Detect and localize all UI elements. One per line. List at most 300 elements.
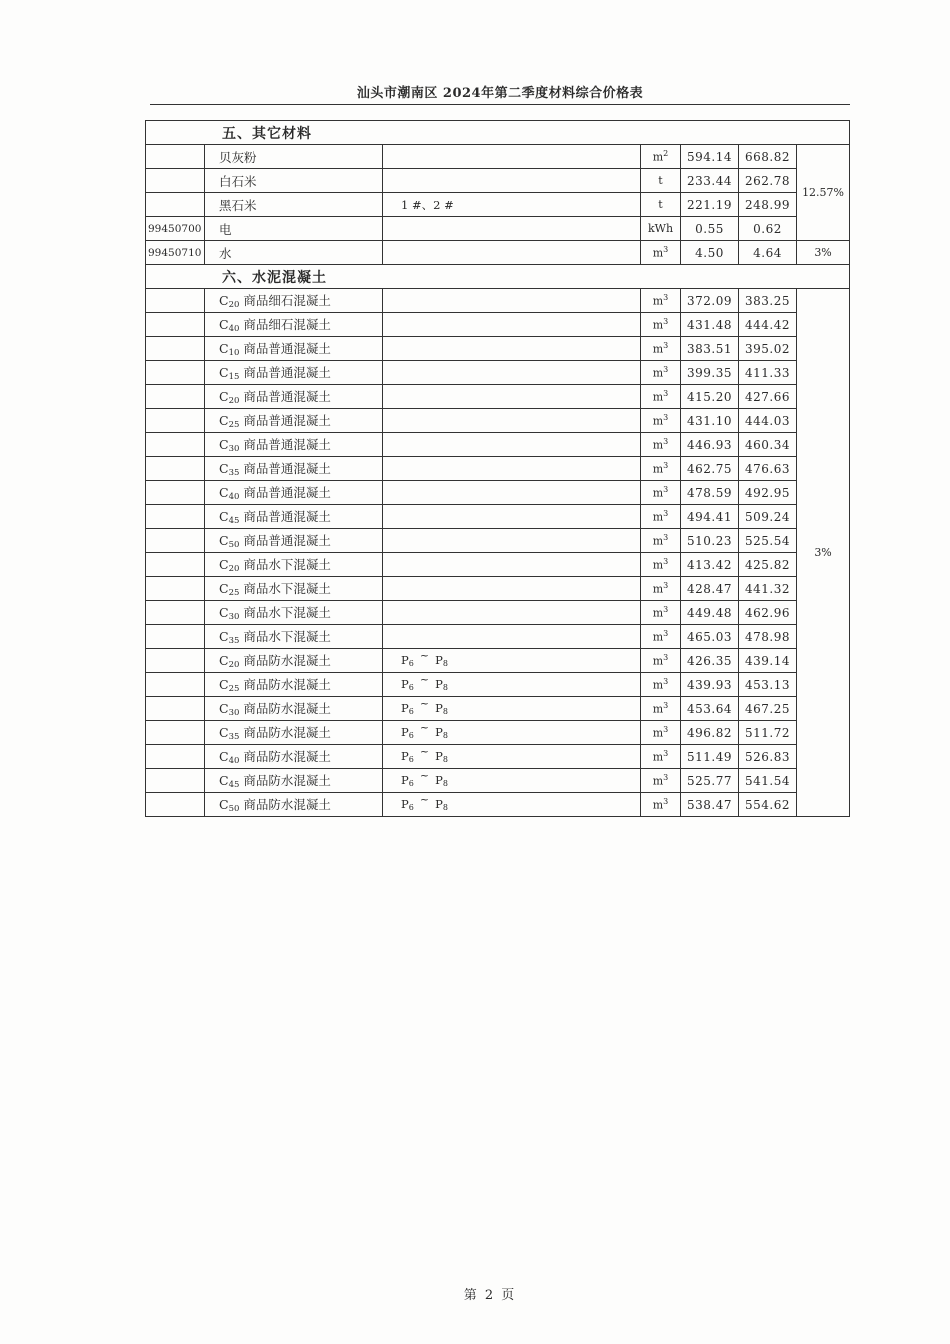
material-name-cell: 白石米 [205, 169, 383, 193]
unit-superscript: 3 [663, 749, 669, 759]
material-code-cell [146, 793, 205, 817]
section-title-concrete: 六、水泥混凝土 [146, 265, 850, 289]
tilde-glyph: ~ [419, 769, 430, 782]
material-code-cell [146, 745, 205, 769]
table-row [146, 577, 850, 601]
material-price-table [145, 120, 850, 817]
unit-cell [641, 673, 681, 697]
spec-subscript: 8 [442, 731, 448, 740]
material-name-cell: $C_{30}$ 商品水下混凝土 [205, 601, 383, 625]
material-name: 商品防水混凝土 [243, 701, 331, 716]
table-row [146, 433, 850, 457]
material-code-cell [146, 337, 205, 361]
price-ex-tax-cell: 426.35 [681, 649, 739, 673]
unit-cell [641, 481, 681, 505]
material-name-cell: $C_{50}$ 商品防水混凝土 [205, 793, 383, 817]
unit-text: m [652, 678, 664, 692]
unit-cell [641, 433, 681, 457]
price-ex-tax-cell: 415.20 [681, 385, 739, 409]
material-code-cell [146, 457, 205, 481]
price-in-tax-cell: 4.64 [739, 241, 797, 265]
spec-subscript: 6 [408, 755, 414, 764]
unit-cell [641, 145, 681, 169]
spec-cell: $P_6\sim$ $P_8$ [383, 769, 641, 793]
spec-cell [383, 433, 641, 457]
material-name: 商品普通混凝土 [243, 365, 331, 380]
price-ex-tax-cell: 462.75 [681, 457, 739, 481]
spec-subscript: 6 [408, 779, 414, 788]
unit-cell [641, 529, 681, 553]
unit-text: m [652, 438, 664, 452]
unit-superscript: 3 [663, 437, 669, 447]
spec-cell [383, 217, 641, 241]
unit-superscript: 3 [663, 797, 669, 807]
unit-superscript: 3 [663, 653, 669, 663]
grade-subscript: 20 [228, 300, 240, 310]
price-ex-tax-cell: 413.42 [681, 553, 739, 577]
unit-cell [641, 385, 681, 409]
price-ex-tax-cell: 221.19 [681, 193, 739, 217]
price-in-tax-cell: 541.54 [739, 769, 797, 793]
grade-subscript: 35 [228, 636, 240, 646]
unit-cell [641, 625, 681, 649]
unit-text: m [652, 702, 664, 716]
price-ex-tax-cell: 446.93 [681, 433, 739, 457]
table-row [146, 385, 850, 409]
material-name-cell: $C_{35}$ 商品水下混凝土 [205, 625, 383, 649]
material-name-cell: $C_{20}$ 商品水下混凝土 [205, 553, 383, 577]
material-name-cell: $C_{45}$ 商品普通混凝土 [205, 505, 383, 529]
price-in-tax-cell: 554.62 [739, 793, 797, 817]
material-name: 商品普通混凝土 [243, 509, 331, 524]
table-row [146, 793, 850, 817]
material-code-cell [146, 481, 205, 505]
unit-superscript: 3 [663, 293, 669, 303]
material-name: 商品水下混凝土 [243, 629, 331, 644]
table-row [146, 481, 850, 505]
table-row [146, 361, 850, 385]
material-code-cell [146, 601, 205, 625]
material-code-cell [146, 769, 205, 793]
price-in-tax-cell: 462.96 [739, 601, 797, 625]
material-code-cell [146, 649, 205, 673]
material-name-cell: $C_{40}$ 商品普通混凝土 [205, 481, 383, 505]
material-name-cell: $C_{25}$ 商品普通混凝土 [205, 409, 383, 433]
spec-subscript: 6 [408, 803, 414, 812]
material-name-cell: 黑石米 [205, 193, 383, 217]
spec-cell [383, 409, 641, 433]
spec-subscript: 8 [442, 755, 448, 764]
spec-cell [383, 625, 641, 649]
table-row [146, 289, 850, 313]
spec-cell [383, 241, 641, 265]
material-name-cell: $C_{25}$ 商品水下混凝土 [205, 577, 383, 601]
unit-text: m [652, 150, 664, 164]
spec-cell [383, 577, 641, 601]
unit-superscript: 3 [663, 245, 669, 255]
price-ex-tax-cell: 372.09 [681, 289, 739, 313]
price-in-tax-cell: 453.13 [739, 673, 797, 697]
material-name: 商品防水混凝土 [243, 653, 331, 668]
unit-text: m [652, 750, 664, 764]
grade-subscript: 25 [228, 420, 240, 430]
table-row [146, 145, 850, 169]
price-in-tax-cell: 511.72 [739, 721, 797, 745]
unit-cell [641, 649, 681, 673]
unit-superscript: 3 [663, 725, 669, 735]
spec-subscript: 8 [442, 779, 448, 788]
table-row [146, 169, 850, 193]
unit-superscript: 3 [663, 677, 669, 687]
spec-cell [383, 361, 641, 385]
material-name-cell: 水 [205, 241, 383, 265]
unit-superscript: 3 [663, 485, 669, 495]
material-code-cell [146, 625, 205, 649]
price-ex-tax-cell: 594.14 [681, 145, 739, 169]
unit-cell [641, 409, 681, 433]
price-in-tax-cell: 525.54 [739, 529, 797, 553]
material-name: 商品水下混凝土 [243, 605, 331, 620]
unit-superscript: 3 [663, 773, 669, 783]
unit-cell [641, 361, 681, 385]
table-row [146, 457, 850, 481]
material-code-cell [146, 361, 205, 385]
table-row [146, 601, 850, 625]
material-name: 商品普通混凝土 [243, 533, 331, 548]
material-name-cell: $C_{35}$ 商品普通混凝土 [205, 457, 383, 481]
spec-subscript: 8 [442, 803, 448, 812]
material-name: 商品普通混凝土 [243, 389, 331, 404]
table-body [146, 121, 850, 817]
spec-cell [383, 457, 641, 481]
price-in-tax-cell: 476.63 [739, 457, 797, 481]
unit-text: m [652, 390, 664, 404]
page-number: 第 2 页 [463, 1288, 517, 1303]
price-ex-tax-cell: 494.41 [681, 505, 739, 529]
price-in-tax-cell: 441.32 [739, 577, 797, 601]
tilde-glyph: ~ [419, 721, 430, 734]
grade-subscript: 10 [228, 348, 240, 358]
price-ex-tax-cell: 383.51 [681, 337, 739, 361]
table-row [146, 673, 850, 697]
spec-cell: $P_6\sim$ $P_8$ [383, 793, 641, 817]
table-row [146, 721, 850, 745]
material-name: 商品普通混凝土 [243, 437, 331, 452]
unit-superscript: 3 [663, 533, 669, 543]
grade-subscript: 35 [228, 732, 240, 742]
spec-subscript: 6 [408, 707, 414, 716]
unit-superscript: 3 [663, 317, 669, 327]
price-ex-tax-cell: 439.93 [681, 673, 739, 697]
unit-text: m [652, 630, 664, 644]
table-row [146, 505, 850, 529]
spec-cell: $P_6\sim$ $P_8$ [383, 745, 641, 769]
material-code-cell [146, 433, 205, 457]
price-ex-tax-cell: 465.03 [681, 625, 739, 649]
unit-text: m [652, 534, 664, 548]
unit-text: m [652, 798, 664, 812]
table-row [146, 625, 850, 649]
unit-text: m [652, 366, 664, 380]
price-in-tax-cell: 526.83 [739, 745, 797, 769]
tax-rate-cell: 3% [797, 241, 850, 265]
grade-subscript: 30 [228, 444, 240, 454]
unit-text: m [652, 462, 664, 476]
material-name: 商品防水混凝土 [243, 773, 331, 788]
grade-subscript: 20 [228, 660, 240, 670]
section-title-other: 五、其它材料 [146, 121, 850, 145]
material-name-cell: $C_{40}$ 商品防水混凝土 [205, 745, 383, 769]
unit-text: kWh [647, 222, 674, 235]
price-in-tax-cell: 444.03 [739, 409, 797, 433]
section-row-concrete [146, 265, 850, 289]
price-ex-tax-cell: 0.55 [681, 217, 739, 241]
unit-superscript: 2 [663, 149, 669, 159]
unit-text: t [658, 198, 663, 211]
price-in-tax-cell: 444.42 [739, 313, 797, 337]
unit-cell [641, 601, 681, 625]
section-row-other [146, 121, 850, 145]
material-code-cell [146, 145, 205, 169]
spec-cell [383, 289, 641, 313]
unit-superscript: 3 [663, 701, 669, 711]
grade-subscript: 45 [228, 516, 240, 526]
material-name-cell: $C_{20}$ 商品细石混凝土 [205, 289, 383, 313]
material-code-cell [146, 289, 205, 313]
material-name: 商品防水混凝土 [243, 749, 331, 764]
spec-subscript: 6 [408, 683, 414, 692]
material-code-cell [146, 385, 205, 409]
unit-cell [641, 745, 681, 769]
unit-cell [641, 169, 681, 193]
unit-cell [641, 577, 681, 601]
unit-superscript: 3 [663, 629, 669, 639]
spec-subscript: 6 [408, 731, 414, 740]
unit-text: m [652, 606, 664, 620]
material-code-cell [146, 313, 205, 337]
table-row [146, 697, 850, 721]
material-name-cell: $C_{40}$ 商品细石混凝土 [205, 313, 383, 337]
unit-text: m [652, 510, 664, 524]
material-code-cell [146, 193, 205, 217]
table-row [146, 409, 850, 433]
unit-text: m [652, 342, 664, 356]
grade-subscript: 35 [228, 468, 240, 478]
material-name-cell: 电 [205, 217, 383, 241]
unit-text: m [652, 294, 664, 308]
unit-superscript: 3 [663, 509, 669, 519]
price-in-tax-cell: 262.78 [739, 169, 797, 193]
spec-subscript: 8 [442, 659, 448, 668]
price-in-tax-cell: 0.62 [739, 217, 797, 241]
material-name-cell: $C_{20}$ 商品普通混凝土 [205, 385, 383, 409]
unit-text: m [652, 486, 664, 500]
spec-cell: $P_6\sim$ $P_8$ [383, 673, 641, 697]
material-name-cell: $C_{50}$ 商品普通混凝土 [205, 529, 383, 553]
spec-cell [383, 145, 641, 169]
price-ex-tax-cell: 399.35 [681, 361, 739, 385]
unit-superscript: 3 [663, 557, 669, 567]
spec-cell [383, 481, 641, 505]
material-name: 商品防水混凝土 [243, 725, 331, 740]
material-code-cell [146, 505, 205, 529]
material-code-cell [146, 721, 205, 745]
material-name-cell: $C_{15}$ 商品普通混凝土 [205, 361, 383, 385]
grade-subscript: 50 [228, 804, 240, 814]
spec-cell [383, 553, 641, 577]
price-ex-tax-cell: 233.44 [681, 169, 739, 193]
material-name-cell: $C_{35}$ 商品防水混凝土 [205, 721, 383, 745]
table-row [146, 241, 850, 265]
unit-text: m [652, 582, 664, 596]
unit-superscript: 3 [663, 581, 669, 591]
material-name: 商品细石混凝土 [243, 293, 331, 308]
tilde-glyph: ~ [419, 673, 430, 686]
page-title: 汕头市潮南区 2024年第二季度材料综合价格表 [356, 86, 644, 101]
grade-subscript: 45 [228, 780, 240, 790]
material-code-cell: 99450700 [146, 217, 205, 241]
material-name: 商品普通混凝土 [243, 413, 331, 428]
unit-superscript: 3 [663, 461, 669, 471]
price-ex-tax-cell: 428.47 [681, 577, 739, 601]
table-row [146, 529, 850, 553]
table-row [146, 313, 850, 337]
spec-cell: 1 #、2 # [383, 193, 641, 217]
tilde-glyph: ~ [419, 697, 430, 710]
unit-cell [641, 457, 681, 481]
grade-subscript: 30 [228, 708, 240, 718]
grade-subscript: 50 [228, 540, 240, 550]
material-name-cell: $C_{25}$ 商品防水混凝土 [205, 673, 383, 697]
spec-cell: $P_6\sim$ $P_8$ [383, 649, 641, 673]
price-ex-tax-cell: 449.48 [681, 601, 739, 625]
material-name-cell: $C_{20}$ 商品防水混凝土 [205, 649, 383, 673]
table-row [146, 553, 850, 577]
tilde-glyph: ~ [419, 745, 430, 758]
unit-cell [641, 289, 681, 313]
price-in-tax-cell: 492.95 [739, 481, 797, 505]
material-code-cell [146, 529, 205, 553]
unit-text: m [652, 414, 664, 428]
unit-text: m [652, 726, 664, 740]
material-code-cell [146, 673, 205, 697]
unit-text: m [652, 246, 664, 260]
spec-cell [383, 337, 641, 361]
price-ex-tax-cell: 525.77 [681, 769, 739, 793]
unit-superscript: 3 [663, 605, 669, 615]
page-header [150, 78, 850, 105]
grade-subscript: 20 [228, 396, 240, 406]
unit-cell [641, 217, 681, 241]
material-code-cell [146, 409, 205, 433]
price-in-tax-cell: 395.02 [739, 337, 797, 361]
material-code-cell [146, 169, 205, 193]
unit-text: t [658, 174, 663, 187]
unit-superscript: 3 [663, 341, 669, 351]
unit-text: m [652, 318, 664, 332]
spec-cell: $P_6\sim$ $P_8$ [383, 697, 641, 721]
price-in-tax-cell: 668.82 [739, 145, 797, 169]
table-row [146, 337, 850, 361]
material-code-cell: 99450710 [146, 241, 205, 265]
unit-cell [641, 769, 681, 793]
unit-cell [641, 193, 681, 217]
spec-subscript: 8 [442, 707, 448, 716]
price-ex-tax-cell: 453.64 [681, 697, 739, 721]
unit-text: m [652, 558, 664, 572]
table-row [146, 217, 850, 241]
unit-cell [641, 505, 681, 529]
price-ex-tax-cell: 431.48 [681, 313, 739, 337]
price-in-tax-cell: 248.99 [739, 193, 797, 217]
grade-subscript: 40 [228, 324, 240, 334]
price-ex-tax-cell: 538.47 [681, 793, 739, 817]
tax-rate-cell: 12.57% [797, 145, 850, 241]
grade-subscript: 20 [228, 564, 240, 574]
material-name: 商品普通混凝土 [243, 461, 331, 476]
material-name: 商品普通混凝土 [243, 341, 331, 356]
price-in-tax-cell: 478.98 [739, 625, 797, 649]
material-name: 商品防水混凝土 [243, 797, 331, 812]
price-in-tax-cell: 460.34 [739, 433, 797, 457]
material-name-cell: $C_{30}$ 商品防水混凝土 [205, 697, 383, 721]
table-row [146, 649, 850, 673]
material-name: 商品细石混凝土 [243, 317, 331, 332]
unit-superscript: 3 [663, 413, 669, 423]
price-in-tax-cell: 425.82 [739, 553, 797, 577]
price-ex-tax-cell: 431.10 [681, 409, 739, 433]
material-name-cell: 贝灰粉 [205, 145, 383, 169]
unit-cell [641, 241, 681, 265]
unit-cell [641, 337, 681, 361]
price-in-tax-cell: 509.24 [739, 505, 797, 529]
price-in-tax-cell: 467.25 [739, 697, 797, 721]
tilde-glyph: ~ [419, 649, 430, 662]
spec-cell [383, 529, 641, 553]
grade-subscript: 25 [228, 588, 240, 598]
price-ex-tax-cell: 496.82 [681, 721, 739, 745]
material-code-cell [146, 697, 205, 721]
table-row [146, 745, 850, 769]
unit-cell [641, 721, 681, 745]
price-ex-tax-cell: 511.49 [681, 745, 739, 769]
unit-cell [641, 313, 681, 337]
spec-cell [383, 385, 641, 409]
spec-subscript: 8 [442, 683, 448, 692]
material-name-cell: $C_{10}$ 商品普通混凝土 [205, 337, 383, 361]
tilde-glyph: ~ [419, 793, 430, 806]
material-code-cell [146, 577, 205, 601]
price-in-tax-cell: 411.33 [739, 361, 797, 385]
price-in-tax-cell: 383.25 [739, 289, 797, 313]
spec-cell [383, 505, 641, 529]
material-name: 商品水下混凝土 [243, 557, 331, 572]
price-ex-tax-cell: 478.59 [681, 481, 739, 505]
grade-subscript: 15 [228, 372, 240, 382]
spec-cell [383, 313, 641, 337]
unit-cell [641, 793, 681, 817]
material-name: 商品防水混凝土 [243, 677, 331, 692]
grade-subscript: 25 [228, 684, 240, 694]
spec-cell: $P_6\sim$ $P_8$ [383, 721, 641, 745]
table-row [146, 193, 850, 217]
material-name: 商品普通混凝土 [243, 485, 331, 500]
unit-cell [641, 553, 681, 577]
material-name-cell: $C_{45}$ 商品防水混凝土 [205, 769, 383, 793]
table-row [146, 769, 850, 793]
spec-cell [383, 169, 641, 193]
tax-rate-cell: 3% [797, 289, 850, 817]
